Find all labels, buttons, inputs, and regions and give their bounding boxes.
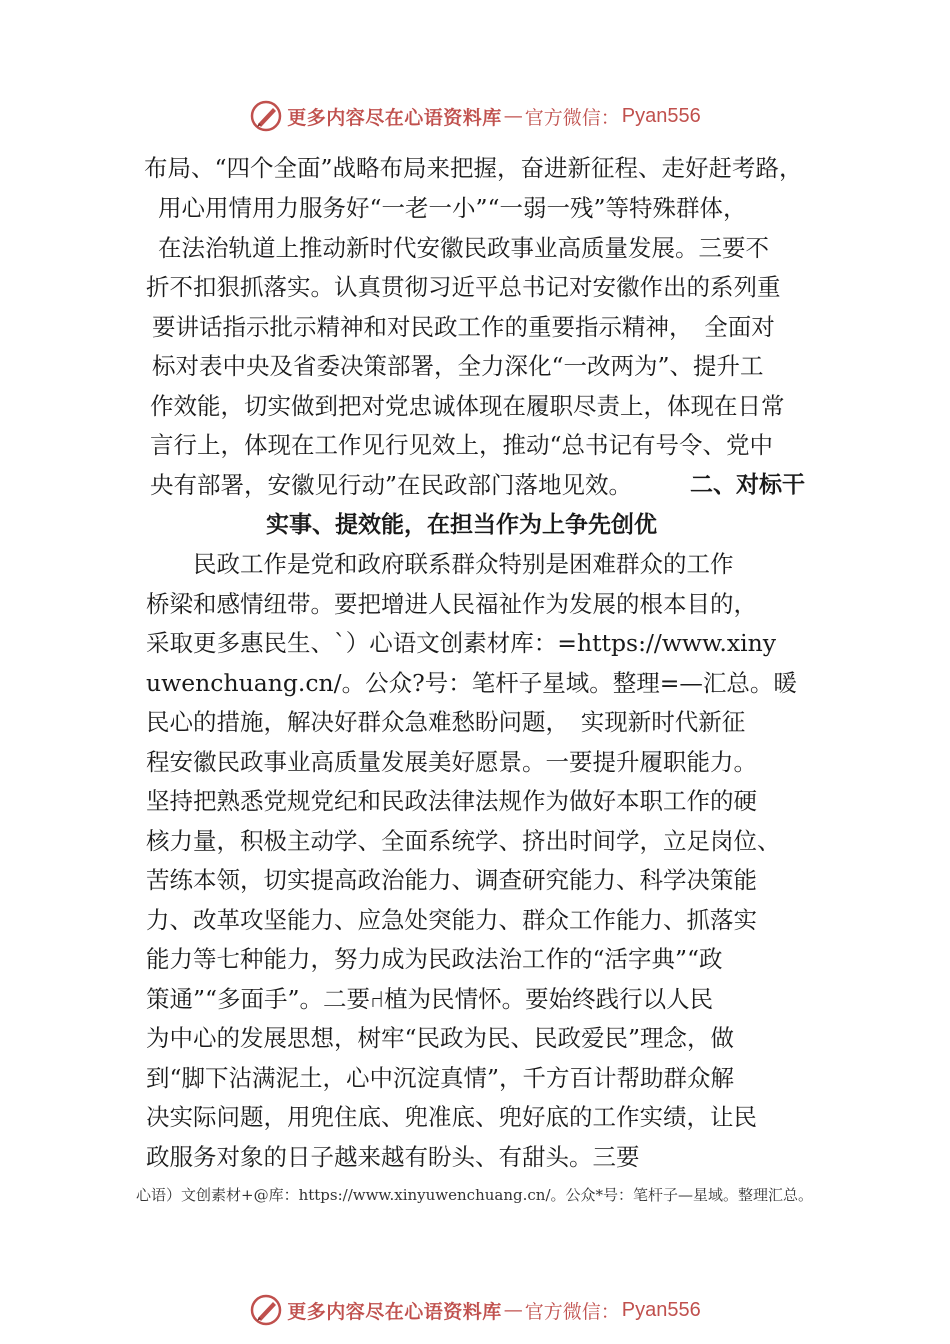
text-line: 作效能，切实做到把对党忠诚体现在履职尽责上，体现在日常 xyxy=(150,392,785,420)
watermark-dash: — xyxy=(503,1299,523,1321)
text-line: 坚持把熟悉党规党纪和民政法律法规作为做好本职工作的硬 xyxy=(146,787,757,815)
text-line: 为中心的发展思想，树牢“民政为民、民政爱民”理念，做 xyxy=(146,1024,735,1052)
watermark-text: 更多内容尽在心语资料库 xyxy=(287,1300,502,1323)
text-line: 用心用情用力服务好“一老一小”“一弱一残”等特殊群体， xyxy=(158,194,747,222)
watermark-wechat-label: 官方微信： xyxy=(524,1300,620,1323)
text-line: 采取更多惠民生、`）心语文创素材库：=https://www.xiny xyxy=(146,629,777,657)
text-line: uwenchuang.cn/。公众?号：笔杆子星域。整理=—汇总。暖 xyxy=(146,669,797,697)
watermark-wechat-id: Pyan556 xyxy=(621,1298,701,1321)
text-line: 央有部署，安徽见行动”在民政部门落地见效。 xyxy=(150,471,633,499)
watermark-wechat-label: 官方微信： xyxy=(524,106,620,129)
text-line: 能力等七种能力，努力成为民政法治工作的“活字典”“政 xyxy=(146,945,723,973)
text-line: 策通”“多面手”。二要⑁植为民情怀。要始终践行以人民 xyxy=(146,985,714,1013)
text-line: 言行上，体现在工作见行见效上，推动“总书记有号令、党中 xyxy=(150,431,774,459)
section-heading-start: 二、对标干 xyxy=(690,472,805,498)
pen-logo-icon xyxy=(249,99,283,133)
text-line: 力、改革攻坚能力、应急处突能力、群众工作能力、抓落实 xyxy=(146,906,757,934)
text-line: 要讲话指示批示精神和对民政工作的重要指示精神， 全面对 xyxy=(152,313,775,341)
watermark-banner-top xyxy=(0,96,950,136)
text-line: 在法治轨道上推动新时代安徽民政事业高质量发展。三要不 xyxy=(158,234,769,262)
watermark-wechat-id: Pyan556 xyxy=(621,104,701,127)
text-line: 民心的措施，解决好群众急难愁盼问题， 实现新时代新征 xyxy=(146,708,746,736)
footnote: 心语）文创素材+@库：https://www.xinyuwenchuang.cn/。公众*号：笔杆子—星域。整理汇总。 xyxy=(136,1186,813,1204)
watermark-banner-bottom xyxy=(0,1290,950,1330)
text-line: 政服务对象的日子越来越有盼头、有甜头。三要 xyxy=(146,1143,640,1171)
text-line: 苦练本领，切实提高政治能力、调查研究能力、科学决策能 xyxy=(146,866,757,894)
text-line: 决实际问题，用兜住底、兜准底、兜好底的工作实绩，让民 xyxy=(146,1103,757,1131)
text-line: 民政工作是党和政府联系群众特别是困难群众的工作 xyxy=(146,550,734,578)
text-line: 程安徽民政事业高质量发展美好愿景。一要提升履职能力。 xyxy=(146,748,757,776)
section-heading: 实事、提效能，在担当作为上争先创优 xyxy=(266,512,657,538)
text-line: 标对表中央及省委决策部署，全力深化“一改两为”、提升工 xyxy=(152,352,764,380)
watermark-dash: — xyxy=(503,105,523,127)
text-line: 桥梁和感情纽带。要把增进人民福祉作为发展的根本目的， xyxy=(146,590,757,618)
text-line: 布局、“四个全面”战略布局来把握，奋进新征程、走好赶考路， xyxy=(144,154,803,182)
text-line: 到“脚下沾满泥土，心中沉淀真情”，千方百计帮助群众解 xyxy=(146,1064,735,1092)
pen-logo-icon xyxy=(249,1293,283,1327)
watermark-text: 更多内容尽在心语资料库 xyxy=(287,106,502,129)
text-line: 折不扣狠抓落实。认真贯彻习近平总书记对安徽作出的系列重 xyxy=(146,273,781,301)
text-line: 核力量，积极主动学、全面系统学、挤出时间学，立足岗位、 xyxy=(146,827,781,855)
